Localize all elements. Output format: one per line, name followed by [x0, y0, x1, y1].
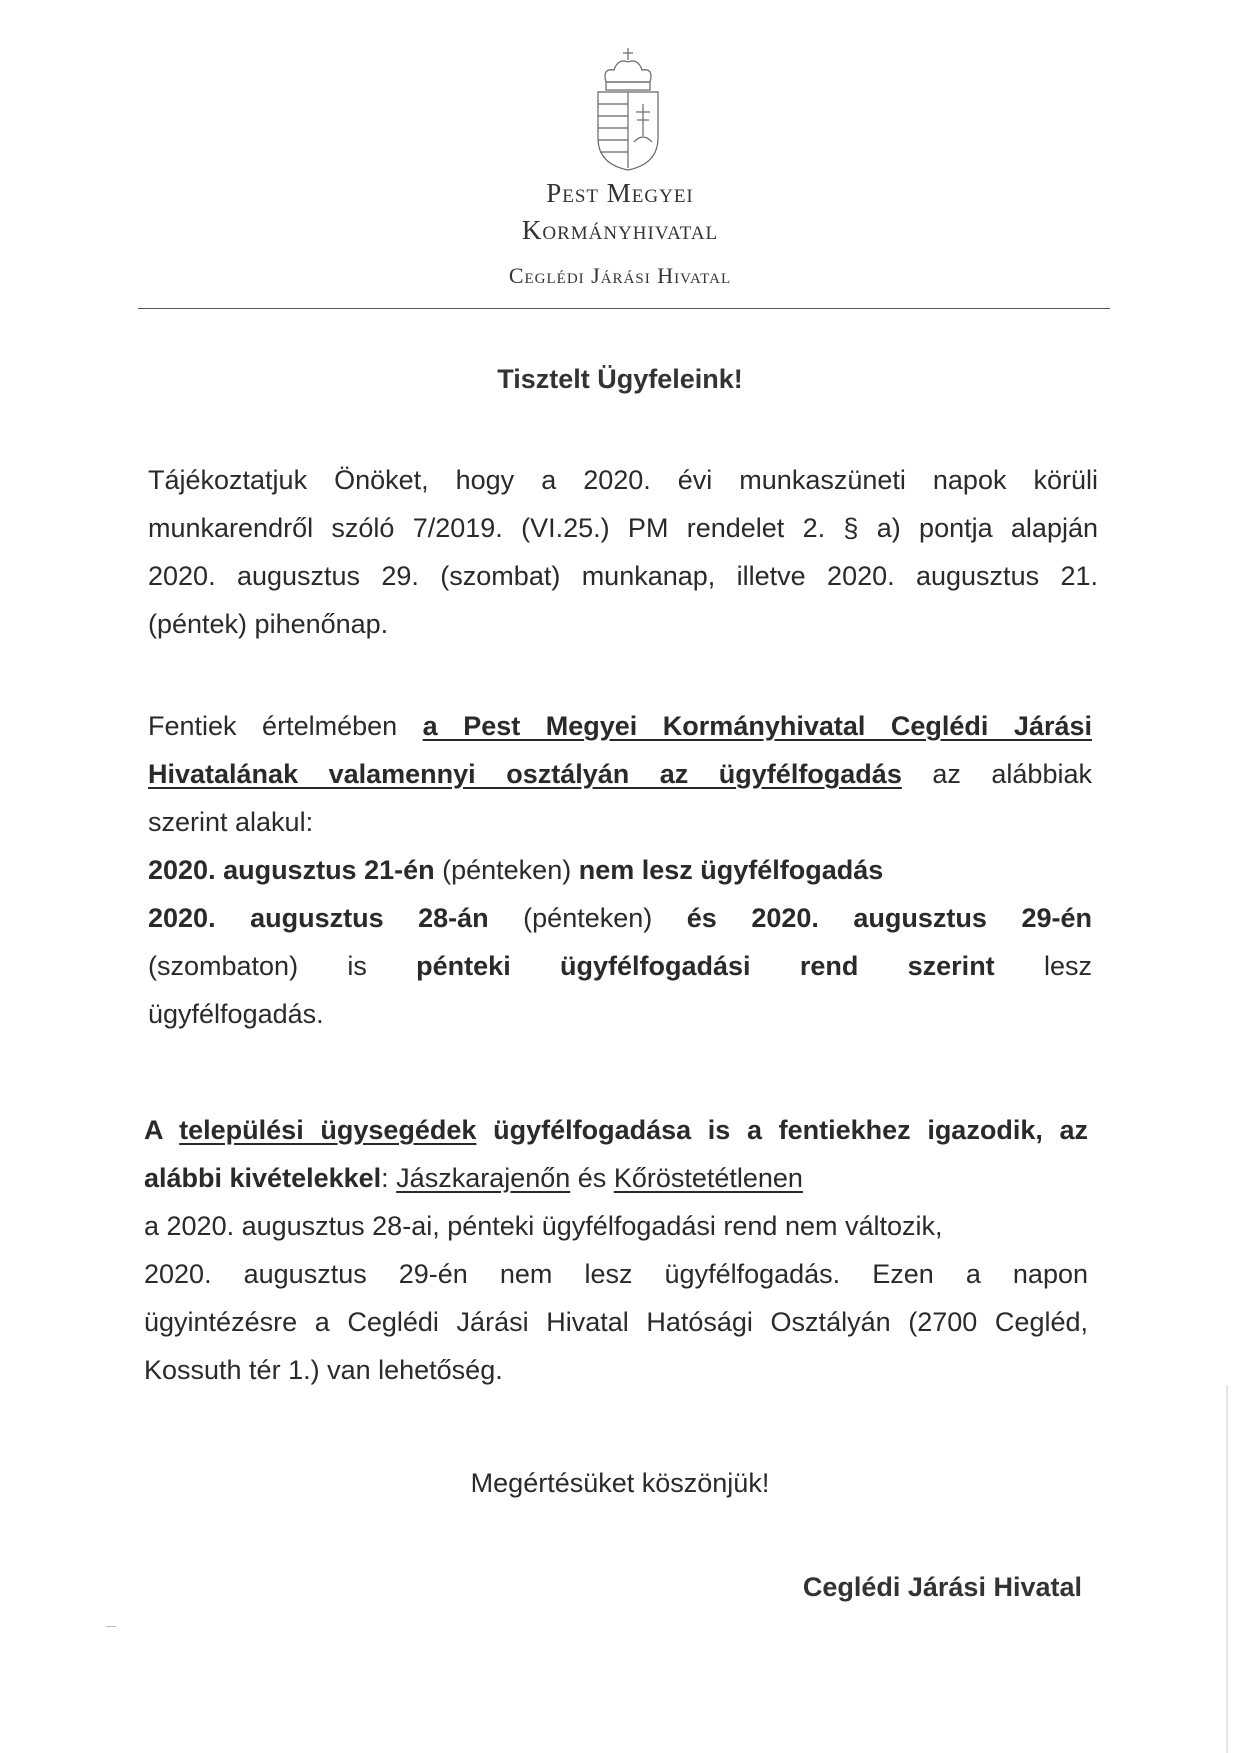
greeting-heading: Tisztelt Ügyfeleink!: [497, 364, 743, 394]
agents-text: :: [381, 1163, 397, 1193]
paragraph-local-agents: [144, 1106, 1088, 1394]
schedule-text: lesz: [994, 951, 1092, 981]
agents-emphasis: települési ügysegédek: [179, 1115, 477, 1145]
schedule-line-3: szerint alakul:: [148, 807, 314, 837]
schedule-line-4: [148, 846, 1092, 894]
agents-line-2: [144, 1154, 1088, 1202]
agents-line-3: a 2020. augusztus 28-ai, pénteki ügyfélfogadási rend nem változik,: [144, 1211, 943, 1241]
schedule-emphasis: pénteki ügyfélfogadási rend szerint: [416, 951, 995, 981]
schedule-text: Fentiek értelmében: [148, 711, 423, 741]
date-text: 2020. augusztus 21-én: [148, 855, 435, 885]
town-name: Jászkarajenőn: [396, 1163, 571, 1193]
agents-text: alábbi kivételekkel: [144, 1163, 382, 1193]
date-text: 2020. augusztus 28-án: [148, 903, 489, 933]
agents-line-4: 2020. augusztus 29-én nem lesz ügyfélfogadás. Ezen a napon: [144, 1259, 1088, 1289]
org-unit-name: Ceglédi Járási Hivatal: [508, 263, 732, 288]
schedule-emphasis: Hivatalának valamennyi osztályán az ügyfélfogadás: [148, 759, 902, 789]
org-name-line-2: Kormányhivatal: [521, 215, 719, 245]
agents-text: ügyfélfogadása is a fentiekhez igazodik, az: [476, 1115, 1088, 1145]
schedule-emphasis: nem lesz ügyfélfogadás: [578, 855, 884, 885]
org-name-line-1: Pest Megyei: [546, 178, 694, 208]
agents-text: A: [144, 1115, 180, 1145]
intro-line-4: (péntek) pihenőnap.: [148, 609, 389, 639]
schedule-line-6: [148, 942, 1092, 990]
intro-line-3: 2020. augusztus 29. (szombat) munkanap, illetve 2020. augusztus 21.: [148, 561, 1098, 591]
scan-edge-shadow: [1226, 1385, 1228, 1753]
schedule-line-5: [148, 894, 1092, 942]
schedule-line-1: [148, 702, 1092, 750]
schedule-text: (szombaton) is: [148, 951, 417, 981]
intro-line-2: munkarendről szóló 7/2019. (VI.25.) PM rendelet 2. § a) pontja alapján: [148, 513, 1098, 543]
schedule-text: (pénteken): [488, 903, 687, 933]
intro-line-1: Tájékoztatjuk Önöket, hogy a 2020. évi munkaszüneti napok körüli: [148, 465, 1098, 495]
schedule-emphasis: a Pest Megyei Kormányhivatal Ceglédi Járási: [422, 711, 1092, 741]
schedule-text: az alábbiak: [901, 759, 1092, 789]
schedule-text: (pénteken): [434, 855, 579, 885]
agents-line-5: ügyintézésre a Ceglédi Járási Hivatal Hatósági Osztályán (2700 Cegléd,: [144, 1307, 1088, 1337]
paragraph-intro: [148, 456, 1098, 648]
header-divider: [138, 308, 1110, 309]
date-text: és 2020. augusztus 29-én: [686, 903, 1092, 933]
town-name: Kőröstetétlenen: [613, 1163, 803, 1193]
closing-text: Megértésüket köszönjük!: [470, 1468, 770, 1498]
agents-line-1: [144, 1106, 1088, 1154]
coat-of-arms-icon: [590, 46, 666, 172]
scan-speck: [106, 1626, 116, 1627]
signature: Ceglédi Járási Hivatal: [802, 1572, 1082, 1602]
schedule-line-2: [148, 750, 1092, 798]
agents-text: és: [570, 1163, 614, 1193]
paragraph-schedule: [148, 702, 1092, 1038]
schedule-line-7: ügyfélfogadás.: [148, 999, 324, 1029]
agents-line-6: Kossuth tér 1.) van lehetőség.: [144, 1355, 503, 1385]
